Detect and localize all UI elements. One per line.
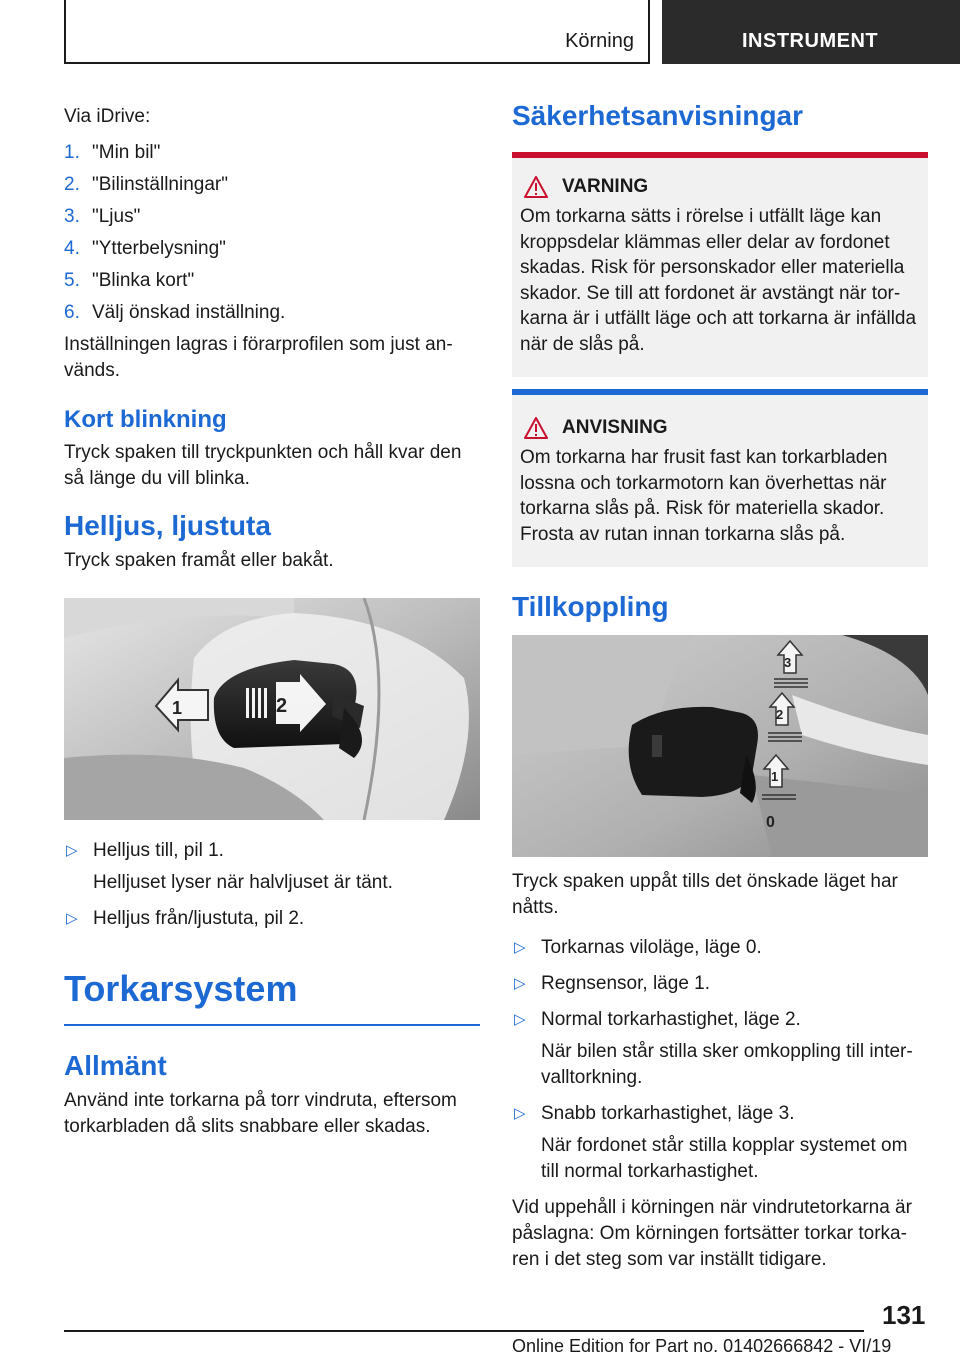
header-section-tab (64, 0, 650, 64)
step-item: 5. "Blinka kort" (64, 270, 195, 291)
list-item: ▷ Torkarnas viloläge, läge 0. (512, 935, 928, 961)
warning-title: VARNING (524, 176, 920, 198)
list-item: ▷ Normal torkarhastighet, läge 2. När bilen står stilla sker omkoppling till intervalltorkning. (514, 1009, 913, 1088)
arrow-label-1: 1 (172, 698, 183, 718)
helljus-heading: Helljus, ljustuta (64, 510, 271, 541)
list-item: ▷ Snabb torkarhastighet, läge 3. När fordonet står stilla kopplar systemet om till normal torkarhastighet. (514, 1103, 908, 1182)
safety-heading: Säkerhetsanvisningar (512, 100, 804, 131)
footer-divider (64, 1330, 864, 1332)
via-idrive-text: Via iDrive: (64, 106, 151, 127)
right-column (512, 100, 928, 1273)
step-item: 2. "Bilinställningar" (64, 174, 228, 195)
header-section-label: Körning (565, 30, 634, 52)
arrow-label-2: 2 (276, 695, 288, 717)
pointing-hand-icon (0, 0, 24, 28)
allmant-text: Använd inte torkarna på torr vindruta, eftersom torkarbladen då slits snabbare eller skadas. (64, 1090, 457, 1137)
position-label-1: 1 (771, 769, 779, 784)
tillkoppling-heading: Tillkoppling (512, 591, 669, 622)
kort-blinkning-text: Tryck spaken till tryckpunkten och håll kvar den så länge du vill blinka. (64, 442, 462, 489)
triangle-bullet-icon: ▷ (66, 910, 78, 927)
note-box (512, 389, 928, 567)
stored-setting-text: Inställningen lagras i förarprofilen som just används. (64, 334, 453, 381)
kort-blinkning-heading: Kort blinkning (64, 406, 227, 433)
triangle-bullet-icon: ▷ (514, 939, 526, 956)
wiper-lever-illustration (512, 635, 928, 857)
warning-triangle-icon (524, 417, 548, 439)
position-label-3: 3 (784, 655, 792, 670)
torkarsystem-heading: Torkarsystem (64, 968, 480, 1026)
position-label-2: 2 (776, 707, 784, 722)
header-chapter-tab (662, 0, 960, 64)
warning-text: Om torkarna sätts i rörelse i utfällt läge kan kroppsdelar klämmas eller delar av fordonet skadas. Risk för personskador eller materiella skador. Se till att fordonet är avstängt när torkarna är i utfällt läge och att torkarna är infällda när de slås på. (520, 206, 917, 355)
triangle-bullet-icon: ▷ (514, 1105, 526, 1122)
step-item: 4. "Ytterbelysning" (64, 238, 226, 259)
triangle-bullet-icon: ▷ (514, 975, 526, 992)
list-item: ▷ Helljus till, pil 1. Helljuset lyser när halvljuset är tänt. (66, 840, 393, 893)
wiper-lever-image (512, 635, 928, 857)
warning-triangle-icon (524, 176, 548, 198)
helljus-bullets (64, 838, 480, 932)
left-column (64, 104, 480, 1140)
step-item: 6. Välj önskad inställning. (64, 302, 286, 323)
high-beam-lever-illustration (64, 598, 480, 820)
page-number: 131 (882, 1300, 926, 1330)
helljus-text: Tryck spaken framåt eller bakåt. (64, 550, 334, 571)
step-item: 3. "Ljus" (64, 206, 141, 227)
footer-edition-text: Online Edition for Part no. 01402666842 - VI/19 (512, 1336, 892, 1356)
list-item: ▷ Helljus från/ljustuta, pil 2. (64, 906, 480, 932)
position-label-0: 0 (766, 814, 775, 831)
high-beam-lever-image (64, 598, 480, 820)
idrive-steps (64, 140, 480, 326)
allmant-heading: Allmänt (64, 1050, 167, 1081)
header-chapter-label: INSTRUMENT (742, 30, 879, 52)
wiper-bullets (512, 935, 928, 1185)
triangle-bullet-icon: ▷ (66, 842, 78, 859)
tillkoppling-text: Tryck spaken uppåt tills det önskade läget har nåtts. (512, 871, 898, 918)
warning-box (512, 152, 928, 377)
triangle-bullet-icon: ▷ (514, 1011, 526, 1028)
note-text: Om torkarna har frusit fast kan torkarbladen lossna och torkarmotorn kan överhettas när torkarna slås på. Risk för materiella skador. Frosta av rutan innan torkarna slås på. (520, 447, 888, 545)
list-item: ▷ Regnsensor, läge 1. (512, 971, 928, 997)
note-title: ANVISNING (524, 417, 920, 439)
step-item: 1. "Min bil" (64, 142, 161, 163)
closing-text: Vid uppehåll i körningen när vindrutetorkarna är påslagna: Om körningen fortsätter torkar torkaren i det steg som var inställt tidigare. (512, 1197, 912, 1270)
